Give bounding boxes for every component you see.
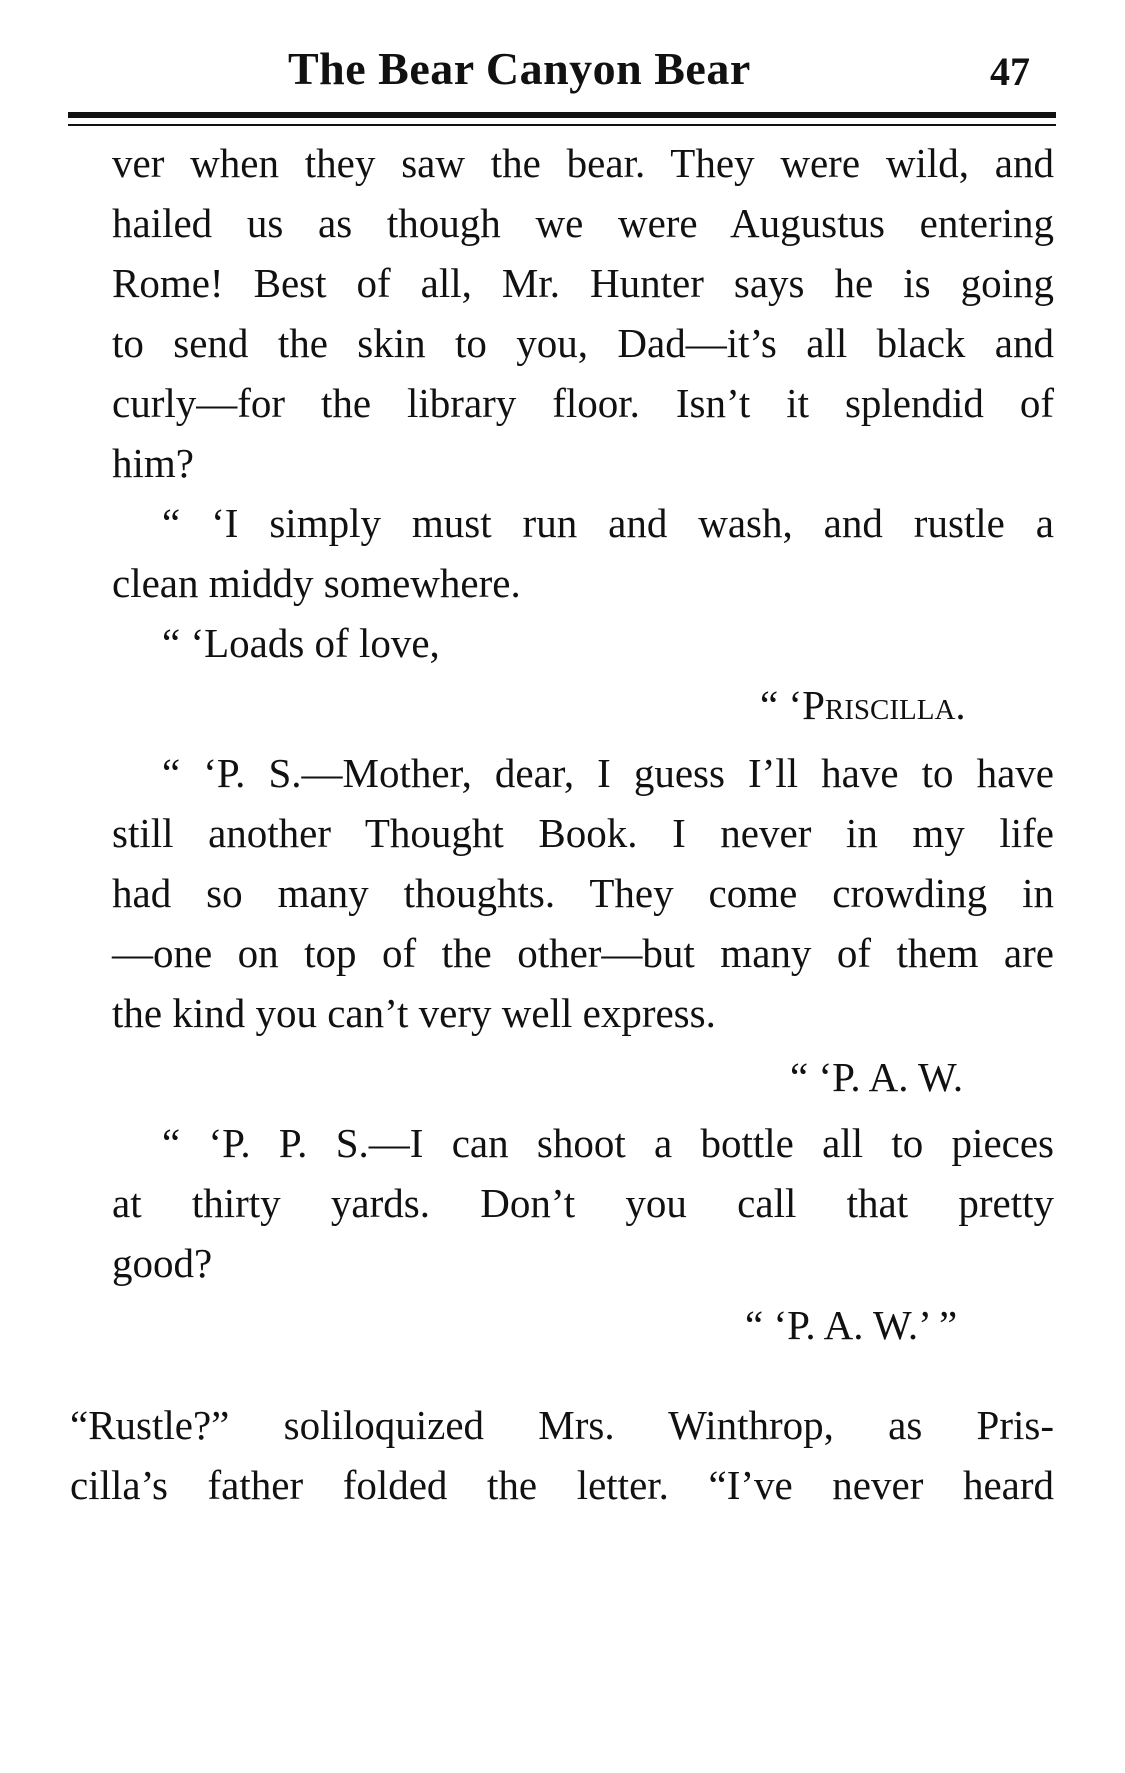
running-title: The Bear Canyon Bear: [288, 43, 751, 94]
header-rule-thin: [68, 124, 1056, 126]
text-line: hailed us as though we were Augustus entering: [112, 200, 1054, 246]
signature-line: “ ‘P. A. W.: [790, 1054, 964, 1100]
page-number: 47: [990, 49, 1030, 94]
text-line: “Rustle?” soliloquized Mrs. Winthrop, as Pris-: [70, 1402, 1054, 1448]
text-line: “ ‘P. P. S.—I can shoot a bottle all to pieces: [162, 1120, 1054, 1166]
text-line: the kind you can’t very well express.: [112, 990, 716, 1036]
text-line: “ ‘Loads of love,: [162, 620, 440, 666]
text-line: ver when they saw the bear. They were wild, and: [112, 140, 1054, 186]
text-line: him?: [112, 440, 194, 486]
header-rule-thick: [68, 112, 1056, 118]
text-line: curly—for the library floor. Isn’t it splendid of: [112, 380, 1054, 426]
text-line: —one on top of the other—but many of them are: [112, 930, 1054, 976]
text-line: had so many thoughts. They come crowding in: [112, 870, 1054, 916]
text-line: at thirty yards. Don’t you call that pretty: [112, 1180, 1054, 1226]
text-line: cilla’s father folded the letter. “I’ve never heard: [70, 1462, 1054, 1508]
text-line: good?: [112, 1240, 213, 1286]
text-line: “ ‘P. S.—Mother, dear, I guess I’ll have to have: [162, 750, 1054, 796]
signature-line: “ ‘P. A. W.’ ”: [745, 1302, 958, 1348]
signature-line: “ ‘Priscilla.: [760, 682, 966, 728]
text-line: clean middy somewhere.: [112, 560, 521, 606]
text-line: to send the skin to you, Dad—it’s all black and: [112, 320, 1054, 366]
text-line: Rome! Best of all, Mr. Hunter says he is going: [112, 260, 1054, 306]
text-line: “ ‘I simply must run and wash, and rustle a: [162, 500, 1054, 546]
text-line: still another Thought Book. I never in my life: [112, 810, 1054, 856]
